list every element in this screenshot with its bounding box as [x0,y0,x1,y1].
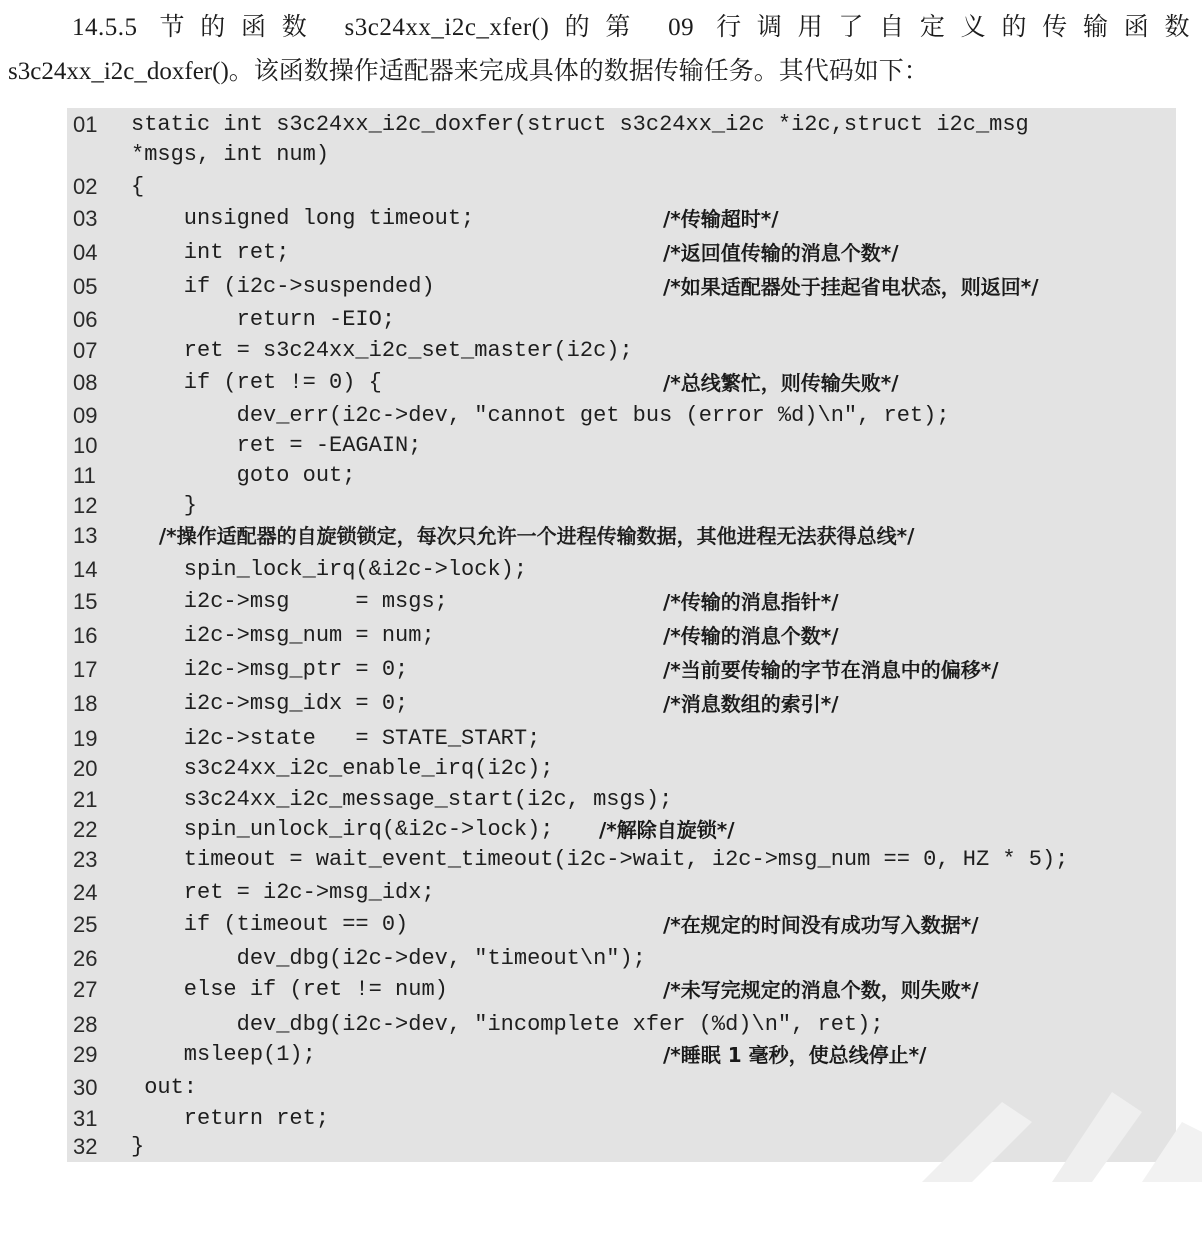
code-text: dev_dbg(i2c->dev, "incomplete xfer (%d)\n", ret); [131,1012,884,1037]
line-number: 13 [73,523,98,548]
code-comment: /*睡眠 1 毫秒，使总线停止*/ [663,1043,927,1067]
intro-line-1: 14.5.5 节的函数 s3c24xx_i2c_xfer()的第 09 行调用了自定义的传输函数 [72,14,1190,41]
line-number: 11 [73,463,96,488]
code-line [67,305,1176,335]
intro-paragraph [0,6,1190,94]
code-text: dev_dbg(i2c->dev, "timeout\n"); [131,946,646,971]
code-text: } [131,1134,145,1159]
code-text: static int s3c24xx_i2c_doxfer(struct s3c24xx_i2c *i2c,struct i2c_msg [131,112,1029,137]
line-number: 28 [73,1012,98,1037]
line-number: 26 [73,946,98,971]
code-text: timeout = wait_event_timeout(i2c->wait, i2c->msg_num == 0, HZ * 5); [131,847,1069,872]
intro-line-2: s3c24xx_i2c_doxfer()。该函数操作适配器来完成具体的数据传输任务。其代码如下： [8,58,929,85]
code-line [67,110,1176,140]
code-text: int ret; [131,240,290,265]
code-text: i2c->msg = msgs; [131,589,448,614]
code-line [67,1073,1176,1103]
line-number: 20 [73,756,98,781]
code-line [67,431,1176,461]
code-line [67,401,1176,431]
code-line [67,845,1176,875]
code-line [67,140,1176,170]
line-number: 30 [73,1075,98,1100]
code-comment: /*如果适配器处于挂起省电状态，则返回*/ [663,275,1039,299]
code-comment: /*消息数组的索引*/ [663,692,839,716]
code-line [67,754,1176,784]
code-text: s3c24xx_i2c_message_start(i2c, msgs); [131,787,673,812]
code-line [67,461,1176,491]
code-text: else if (ret != num) [131,977,448,1002]
code-line [67,621,1176,651]
code-line [67,1040,1176,1070]
code-line [67,944,1176,974]
code-line [67,1104,1176,1134]
code-line [67,204,1176,234]
code-line [67,172,1176,202]
code-line [67,724,1176,754]
line-number: 25 [73,912,98,937]
code-line [67,368,1176,398]
code-line [67,521,1176,551]
line-number: 02 [73,174,98,199]
code-line [67,689,1176,719]
code-text: spin_unlock_irq(&i2c->lock); [131,817,594,842]
line-number: 16 [73,623,98,648]
line-number: 27 [73,977,98,1002]
code-line [67,1132,1176,1162]
code-line [67,336,1176,366]
code-comment: /*在规定的时间没有成功写入数据*/ [663,913,979,937]
code-text: ret = s3c24xx_i2c_set_master(i2c); [131,338,633,363]
code-comment-line: /*操作适配器的自旋锁锁定，每次只允许一个进程传输数据，其他进程无法获得总线*/ [131,524,915,548]
code-comment: /*总线繁忙，则传输失败*/ [663,371,899,395]
code-line [67,975,1176,1005]
line-number: 15 [73,589,98,614]
line-number: 08 [73,370,98,395]
code-text: if (timeout == 0) [131,912,409,937]
code-text: msleep(1); [131,1042,316,1067]
line-number: 01 [73,112,98,137]
code-text: out: [131,1075,198,1100]
code-text: i2c->state = STATE_START; [131,726,541,751]
code-line [67,587,1176,617]
code-line [67,815,1176,845]
line-number: 32 [73,1134,98,1159]
code-line [67,910,1176,940]
code-comment: /*传输超时*/ [663,207,779,231]
code-comment: /*解除自旋锁*/ [599,818,735,842]
code-comment: /*传输的消息指针*/ [663,590,839,614]
code-comment: /*当前要传输的字节在消息中的偏移*/ [663,658,999,682]
line-number: 22 [73,817,98,842]
code-text: i2c->msg_ptr = 0; [131,657,409,682]
line-number: 03 [73,206,98,231]
code-line [67,491,1176,521]
code-comment: /*返回值传输的消息个数*/ [663,241,899,265]
code-text: s3c24xx_i2c_enable_irq(i2c); [131,756,554,781]
line-number: 06 [73,307,98,332]
line-number: 05 [73,274,98,299]
line-number: 19 [73,726,98,751]
code-line [67,878,1176,908]
code-text: dev_err(i2c->dev, "cannot get bus (error %d)\n", ret); [131,403,950,428]
code-text: goto out; [131,463,356,488]
line-number: 29 [73,1042,98,1067]
code-comment: /*传输的消息个数*/ [663,624,839,648]
code-line [67,655,1176,685]
code-text: return -EIO; [131,307,396,332]
line-number: 12 [73,493,98,518]
line-number: 04 [73,240,98,265]
line-number: 14 [73,557,98,582]
line-number: 09 [73,403,98,428]
line-number: 10 [73,433,98,458]
line-number: 23 [73,847,98,872]
code-text: unsigned long timeout; [131,206,475,231]
line-number: 21 [73,787,98,812]
code-comment: /*未写完规定的消息个数，则失败*/ [663,978,979,1002]
line-number: 18 [73,691,98,716]
code-text: return ret; [131,1106,330,1131]
code-text: spin_lock_irq(&i2c->lock); [131,557,528,582]
code-line [67,785,1176,815]
line-number: 24 [73,880,98,905]
code-text: ret = i2c->msg_idx; [131,880,435,905]
code-line [67,238,1176,268]
code-line [67,272,1176,302]
code-text: if (ret != 0) { [131,370,382,395]
code-text: } [131,493,198,518]
code-text: { [131,174,145,199]
code-text: *msgs, int num) [131,142,330,167]
code-text: if (i2c->suspended) [131,274,435,299]
code-text: i2c->msg_idx = 0; [131,691,409,716]
code-line [67,555,1176,585]
code-text: ret = -EAGAIN; [131,433,422,458]
line-number: 31 [73,1106,98,1131]
line-number: 07 [73,338,98,363]
code-text: i2c->msg_num = num; [131,623,435,648]
line-number: 17 [73,657,98,682]
code-line [67,1010,1176,1040]
code-listing [67,108,1176,1162]
